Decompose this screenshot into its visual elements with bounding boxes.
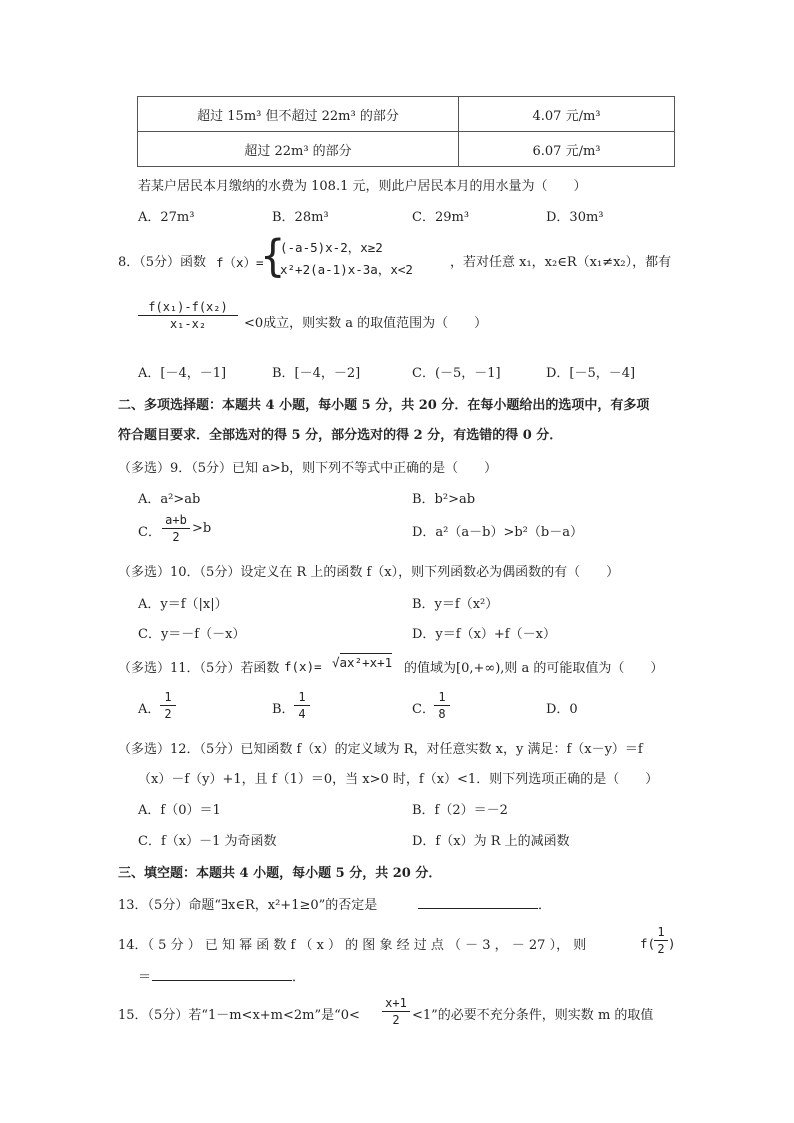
q7-option-b: B．28m³ xyxy=(272,210,329,225)
q8-condition: <0成立，则实数 a 的取值范围为（ ） xyxy=(244,316,488,331)
q14-f-label: f( xyxy=(640,936,656,951)
q11-option-c-label: C． xyxy=(412,702,435,717)
q14-stem: 14．（ 5 分 ） 已 知 幂 函 数 f （ x ） 的 图 象 经 过 点 （ － 3 ， － 27 ）， 则 xyxy=(118,938,587,953)
q11-fx: f(x)= xyxy=(284,659,322,674)
q8-frac-den: x₁-x₂ xyxy=(169,317,207,331)
q8-piece-2: x²+2(a-1)x-3a，x<2 xyxy=(280,262,413,277)
q7-option-a: A．27m³ xyxy=(138,210,195,225)
q15-tail: <1”的必要不充分条件，则实数 m 的取值 xyxy=(412,1008,654,1023)
q11-a-num: 1 xyxy=(160,690,176,706)
water-price-table xyxy=(137,96,675,167)
q10-option-a: A．y＝f（|x|） xyxy=(138,597,228,612)
q11-radicand: ax²+x+1 xyxy=(339,655,393,670)
q12-stem-line1: （多选）12．（5分）已知函数 f（x）的定义域为 R，对任意实数 x，y 满足：f（x－y）＝f xyxy=(118,742,643,757)
q12-stem-line2: （x）－f（y）+1，且 f（1）＝0，当 x>0 时，f（x）<1．则下列选项正确的是（ ） xyxy=(138,772,659,787)
q7-stem: 若某户居民本月缴纳的水费为 108.1 元，则此户居民本月的用水量为（ ） xyxy=(138,179,587,194)
q8-tail: ，若对任意 x₁，x₂∈R（x₁≠x₂），都有 xyxy=(450,255,672,270)
q11-option-a-label: A． xyxy=(138,702,161,717)
q8-lead: 8．（5分）函数 xyxy=(118,255,207,270)
table-cell: 6.07 元/m³ xyxy=(459,132,675,167)
q8-fx: f（x）= xyxy=(216,255,264,270)
table-row xyxy=(138,97,675,132)
q7-option-c: C．29m³ xyxy=(412,210,470,225)
q8-option-d: D．[－5，－4] xyxy=(546,366,636,381)
q10-option-b: B．y＝f（x²） xyxy=(412,597,499,612)
q15-num: x+1 xyxy=(382,996,410,1012)
q12-option-d: D．f（x）为 R 上的减函数 xyxy=(412,834,570,849)
q11-c-num: 1 xyxy=(434,690,450,706)
q8-piece-1: (-a-5)x-2，x≥2 xyxy=(280,240,383,255)
q15-lead: 15．（5分）若“1－m<x+m<2m”是“0< xyxy=(118,1008,360,1023)
q12-option-a: A．f（0）＝1 xyxy=(138,803,221,818)
q9-option-b: B．b²>ab xyxy=(412,492,476,507)
q14-equals: ＝ xyxy=(138,970,152,985)
q11-c-den: 8 xyxy=(438,707,446,721)
q11-lead: （多选）11．（5分）若函数 xyxy=(118,661,280,676)
q14-num: 1 xyxy=(654,925,668,941)
q8-fraction xyxy=(138,300,238,331)
q11-b-num: 1 xyxy=(294,690,310,706)
q11-tail: 的值域为[0,+∞),则 a 的可能取值为（ ） xyxy=(404,661,664,676)
q8-frac-num: f(x₁)-f(x₂) xyxy=(138,300,238,316)
table-cell: 超过 15m³ 但不超过 22m³ 的部分 xyxy=(138,97,459,132)
q10-option-d: D．y＝f（x）+f（－x） xyxy=(412,627,556,642)
q14-end: ． xyxy=(292,970,306,985)
q9-c-den: 2 xyxy=(172,530,180,544)
q11-option-b-label: B． xyxy=(272,702,295,717)
q9-c-num: a+b xyxy=(162,513,190,529)
q10-option-c: C．y＝－f（－x） xyxy=(138,627,246,642)
q14-answer-blank[interactable] xyxy=(152,966,305,985)
q9-option-d: D．a²（a－b）>b²（b－a） xyxy=(412,525,583,540)
q11-sqrt xyxy=(332,655,392,670)
q11-option-b-fraction xyxy=(294,690,310,721)
q11-b-den: 4 xyxy=(298,707,306,721)
q15-den: 2 xyxy=(392,1013,400,1027)
table-cell: 4.07 元/m³ xyxy=(459,97,675,132)
q8-option-a: A．[－4，－1] xyxy=(138,366,227,381)
q14-close: ) xyxy=(668,936,676,951)
sqrt-icon: √ xyxy=(332,655,340,670)
q7-option-d: D．30m³ xyxy=(546,210,604,225)
q12-option-b: B．f（2）＝－2 xyxy=(412,803,508,818)
q12-option-c: C．f（x）－1 为奇函数 xyxy=(138,834,277,849)
q9-stem: （多选）9．（5分）已知 a>b，则下列不等式中正确的是（ ） xyxy=(118,461,498,476)
q10-stem: （多选）10．（5分）设定义在 R 上的函数 f（x），则下列函数必为偶函数的有（ ） xyxy=(118,565,620,580)
brace-icon: { xyxy=(260,230,286,282)
section-2-heading-cont: 符合题目要求．全部选对的得 5 分，部分选对的得 2 分，有选错的得 0 分． xyxy=(118,428,563,443)
table-row xyxy=(138,132,675,167)
q14-fraction xyxy=(654,925,668,956)
q11-option-a-fraction xyxy=(160,690,176,721)
section-3-heading: 三、填空题：本题共 4 小题，每小题 5 分，共 20 分． xyxy=(118,866,442,881)
q9-option-a: A．a²>ab xyxy=(138,492,201,507)
q13-stem: 13．（5分）命题“∃x∈R，x²+1≥0”的否定是 xyxy=(118,898,378,913)
q13-answer-blank[interactable] xyxy=(418,894,551,913)
q13-end: ． xyxy=(538,898,552,913)
q9-option-c-fraction xyxy=(162,513,190,544)
q11-a-den: 2 xyxy=(164,707,172,721)
q8-option-c: C．(－5，－1] xyxy=(412,366,501,381)
q9-option-c-tail: >b xyxy=(192,521,212,536)
table-cell: 超过 22m³ 的部分 xyxy=(138,132,459,167)
q14-den: 2 xyxy=(657,942,665,956)
q9-option-c-label: C． xyxy=(138,525,161,540)
q15-fraction xyxy=(382,996,410,1027)
q11-option-d: D．0 xyxy=(546,702,578,717)
q11-option-c-fraction xyxy=(434,690,450,721)
section-2-heading: 二、多项选择题：本题共 4 小题，每小题 5 分，共 20 分．在每小题给出的选项中，有多项 xyxy=(118,398,650,413)
q8-option-b: B．[－4，－2] xyxy=(272,366,361,381)
